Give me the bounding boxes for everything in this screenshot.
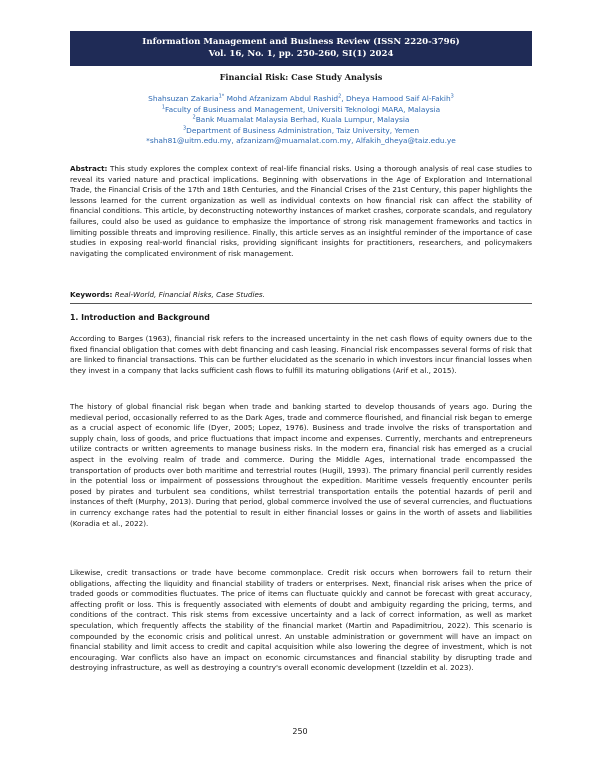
journal-name: Information Management and Business Review (ISSN 2220-3796) [142, 37, 460, 47]
affiliation: $^3$Department of Business Administration, Taiz University, Yemen [182, 125, 420, 135]
body-paragraph: According to Barges (1963), financial risk refers to the increased uncertainty in the net cash flows of equity owners due to the fixed financial obligation that comes with debt financing and cash leasing. Financial risk encompasses several forms of risk that are linked to financial transactions. This can be further elucidated as the scenario in which investors incur financial losses when they invest in a company that lacks sufficient cash flows to fulfill its maturing obligations (Arif et al., 2015). [70, 334, 532, 375]
abstract-label: Abstract: [70, 164, 108, 173]
affiliation: $^1$Faculty of Business and Management, Universiti Teknologi MARA, Malaysia [161, 104, 441, 114]
abstract-text: This study explores the complex context of real-life financial risks. Using a thorough analysis of real case studies to reveal its varied nature and practical implications. Beginning with observations in the Age of Exploration and International Trade, the Financial Crisis of the 17th and 18th Centuries, and the Financial Crises of the 21st Century, this paper highlights the lessons learned for the current organization as well as individual contexts on how financial risk can affect the stability of financial conditions. This article, by deconstructing noteworthy instances of market crashes, corporate scandals, and regulatory failures, could also be used as guidance to emphasize the importance of strong risk management frameworks and tactics in limiting possible threats and improving resilience. Finally, this article serves as an insightful reminder of the importance of case studies in exposing real-world financial risks, providing significant insights for practitioners, researchers, and policymakers navigating the complicated environment of risk management. [70, 164, 532, 258]
body-paragraph: Likewise, credit transactions or trade have become commonplace. Credit risk occurs when borrowers fail to return their obligations, affecting the liquidity and financial stability of traders or enterprises. Next, financial risk arises when the price of traded goods or commodities fluctuates. The price of items can fluctuate quickly and cannot be forecast with great accuracy, affecting profit or loss. This is frequently associated with elements of doubt and ambiguity regarding the pricing, terms, and conditions of the contract. This risk stems from excessive uncertainty and a lack of correct information, as well as market speculation, which frequently affects the stability of the financial market (Martin and Papadimitriou, 2022). This scenario is compounded by the economic crisis and political unrest. An unstable administration or government will have an impact on financial stability and limit access to credit and capital acquisition while also lowering the degree of investment, which is not encouraging. War conflicts also have an impact on economic circumstances and financial stability by disrupting trade and destroying infrastructure, as well as destroying a country's overall economic development (Izzeldin et al. 2023). [70, 568, 532, 673]
author-name: Shahsuzan Zakaria [148, 94, 219, 103]
author-list: Shahsuzan Zakaria$^{1*}$ Mohd Afzanizam Abdul Rashid$^2$, Dheya Hamood Saif Al-Fakih$^3$ [148, 93, 454, 103]
author-block [70, 94, 532, 147]
journal-volume: Vol. 16, No. 1, pp. 250-260, SI(1) 2024 [208, 49, 394, 59]
journal-banner [70, 31, 532, 66]
author-name: Dheya Hamood Saif Al-Fakih [345, 94, 451, 103]
keywords [70, 290, 532, 299]
keywords-value: Real-World, Financial Risks, Case Studies. [114, 290, 265, 299]
paper-title: Financial Risk: Case Study Analysis [219, 72, 383, 82]
author-emails: *shah81@uitm.edu.my, afzanizam@muamalat.com.my, Alfakih_dheya@taiz.edu.ye [146, 136, 456, 146]
section-divider [70, 303, 532, 304]
affiliation: $^2$Bank Muamalat Malaysia Berhad, Kuala Lumpur, Malaysia [192, 114, 410, 125]
body-paragraph: The history of global financial risk began when trade and banking started to develop thousands of years ago. During the medieval period, occasionally referred to as the Dark Ages, trade and commerce flourished, and financial risk began to emerge as a crucial aspect of economic life (Dyer, 2005; Lopez, 1976). Business and trade involve the risks of transportation and supply chain, loss of goods, and price fluctuations that impact income and expenses. Currently, merchants and entrepreneurs utilize contracts or written agreements to manage business risks. In the modern era, financial risk has emerged as a crucial aspect in the evolving realm of trade and commerce. During the Middle Ages, international trade encompassed the transportation of products over both maritime and terrestrial routes (Hugill, 1993). The primary financial peril currently resides in the potential loss or impairment of possessions throughout the expedition. Maritime vessels frequently encounter perils posed by pirates and turbulent sea conditions, whilst terrestrial transportation entails the potential hazards of peril and instances of theft (Murphy, 2013). During that period, global commerce involved the use of several currencies, and fluctuations in currency exchange rates had the potential to result in either financial losses or gains in the worth of assets and liabilities (Koradia et al., 2022). [70, 402, 532, 528]
author-sup: 2 [338, 93, 342, 100]
author-sup: 1* [218, 93, 225, 100]
author-sup: 3 [450, 93, 454, 100]
section-heading: 1. Introduction and Background [70, 313, 210, 322]
keywords-label: Keywords: [70, 290, 113, 299]
page-number: 250 [292, 727, 308, 736]
abstract [70, 164, 532, 259]
author-name: Mohd Afzanizam Abdul Rashid [226, 94, 339, 103]
